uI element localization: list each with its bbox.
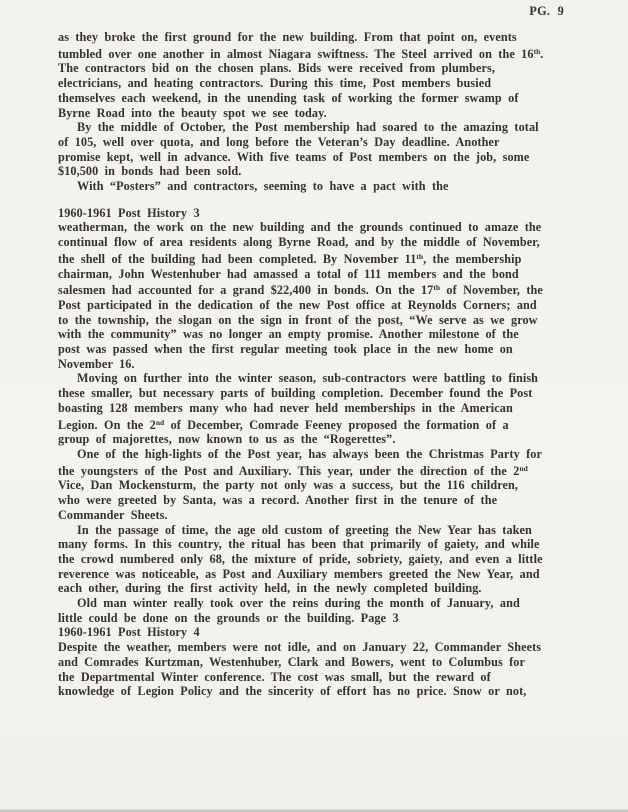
text-line: November 16. [58, 356, 135, 371]
text-line: Despite the weather, members were not idle, and on January 22, Commander Sheets [58, 640, 542, 655]
text-line: as they broke the first ground for the new building. From that point on, events [58, 30, 517, 44]
text-line: little could be done on the grounds or the building. Page 3 [58, 610, 399, 625]
text-line: each other, during the first activity held, in the newly completed building. [58, 581, 482, 596]
text-line: themselves each weekend, in the unending task of working the former swamp of [58, 90, 519, 105]
text-line: the youngsters of the Post and Auxiliary. This year, under the direction of the 2nd [58, 463, 528, 478]
text-line: promise kept, well in advance. With five teams of Post members on the job, some [58, 149, 530, 164]
text-line: and Comrades Kurtzman, Westenhuber, Clark and Bowers, went to Columbus for [58, 654, 526, 669]
text-line: Post participated in the dedication of the new Post office at Reynolds Corners; and [58, 297, 537, 312]
paragraph-gap [58, 194, 608, 206]
text-line: continual flow of area residents along Byrne Road, and by the middle of November, [58, 235, 540, 250]
text-line: boasting 128 members many who had never held memberships in the American [58, 400, 513, 415]
text-line: tumbled over one another in almost Niagara swiftness. The Steel arrived on the 16th. [58, 46, 544, 61]
paragraph [58, 120, 608, 179]
text-line: with the community” was no longer an empty promise. Another milestone of the [58, 327, 519, 342]
text-line: salesmen had accounted for a grand $22,400 in bonds. On the 17th of November, the [58, 283, 543, 298]
paragraph [58, 596, 608, 625]
text-line: post was passed when the first regular meeting took place in the new home on [58, 342, 513, 357]
text-line: Old man winter really took over the reins during the month of January, and [77, 596, 520, 611]
text-line: to the township, the slogan on the sign in front of the post, “We serve as we grow [58, 312, 538, 327]
page-number: PG. 9 [529, 4, 564, 18]
section-heading [58, 625, 608, 640]
text-line: the Departmental Winter conference. The cost was small, but the reward of [58, 669, 491, 684]
text-line: the crowd numbered only 68, the mixture of pride, sobriety, gaiety, and even a little [58, 551, 543, 566]
text-line: Vice, Dan Mockensturm, the party not only was a success, but the 116 children, [58, 478, 519, 493]
text-line: Legion. On the 2nd of December, Comrade Feeney proposed the formation of a [58, 417, 509, 432]
text-line: these smaller, but necessary parts of building completion. December found the Post [58, 386, 533, 401]
paragraph [58, 523, 608, 597]
text-line: electricians, and heating contractors. During this time, Post members busied [58, 76, 492, 91]
text-line: many forms. In this country, the ritual has been that primarily of gaiety, and while [58, 537, 540, 552]
text-line: 1960-1961 Post History 3 [58, 205, 200, 220]
text-line: The contractors bid on the chosen plans. Bids were received from plumbers, [58, 61, 495, 76]
text-line: 1960-1961 Post History 4 [58, 625, 200, 640]
text-line: $10,500 in bonds had been sold. [58, 164, 242, 179]
paragraph [58, 220, 608, 371]
text-line: the shell of the building had been completed. By November 11th, the membership [58, 251, 522, 266]
section-heading [58, 206, 608, 221]
text-line: With “Posters” and contractors, seeming to have a pact with the [77, 179, 449, 194]
text-line: Byrne Road into the beauty spot we see today. [58, 105, 327, 120]
text-line: chairman, John Westenhuber had amassed a total of 111 members and the bond [58, 266, 519, 281]
paragraph [58, 447, 608, 523]
text-line: of 105, well over quota, and long before the Veteran’s Day deadline. Another [58, 134, 500, 149]
text-line: In the passage of time, the age old custom of greeting the New Year has taken [77, 522, 532, 537]
paragraph [58, 179, 608, 194]
paragraph [58, 371, 608, 447]
text-line: Commander Sheets. [58, 507, 168, 522]
text-line: reverence was noticeable, as Post and Auxiliary members greeted the New Year, and [58, 566, 540, 581]
text-line: Moving on further into the winter season, sub-contractors were battling to finish [77, 371, 539, 386]
paragraph [58, 30, 608, 120]
text-line: group of majorettes, now known to us as the “Rogerettes”. [58, 432, 396, 447]
document-body [58, 30, 608, 699]
text-line: knowledge of Legion Policy and the sincerity of effort has no price. Snow or not, [58, 684, 527, 699]
text-line: who were greeted by Santa, was a record. Another first in the tenure of the [58, 493, 498, 508]
text-line: One of the high-lights of the Post year, has always been the Christmas Party for [77, 446, 543, 461]
text-line: By the middle of October, the Post membership had soared to the amazing total [77, 120, 539, 135]
text-line: weatherman, the work on the new building and the grounds continued to amaze the [58, 220, 542, 235]
paragraph [58, 640, 608, 699]
